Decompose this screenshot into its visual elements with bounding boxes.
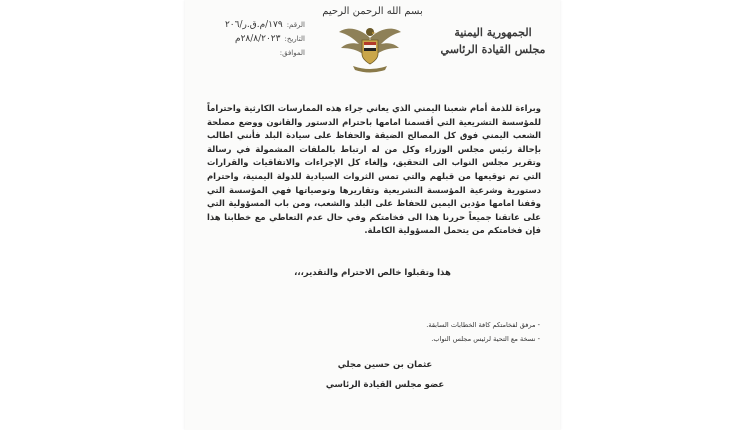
date-value: ٢٨/٨/٢٠٢٣م xyxy=(234,34,281,44)
reference-number-row xyxy=(195,18,305,32)
hijri-row xyxy=(195,46,305,60)
signature-block xyxy=(320,360,450,390)
organization-name xyxy=(438,26,548,56)
date-row xyxy=(195,32,305,46)
letter-body: وبراءة للذمة أمام شعبنا اليمني الذي يعاني جراء هذه الممارسات الكارثية واحتراماً للمؤسسة التشريعية التي أقسمنا امامها باحترام الدستور والقانون ووضع مصلحة الشعب اليمني فوق كل المصالح الضيقة والحفاظ على سيادة البلد فأنني اطالب بإحالة رئيس مجلس الوزراء وكل من له ارتباط بالملفات المشمولة في رسالة وتقرير مجلس النواب الى التحقيق، وإلغاء كل الإجراءات والاتفاقيات والقرارات التي تم توقيعها من قبلهم والتي تمس الثروات السيادية للدولة اليمنية، واحترام دستورية وشرعية المؤسسة التشريعية وتقاريرها وتوصياتها فهي المؤسسة التي وقفنا امامها مؤدين اليمين للحفاظ على البلد والشعب، ومن باب المسؤولية التي على عاتقنا جميعاً حررنا هذا الى فخامتكم وفي حال عدم التعاطي مع خطابنا هذا فإن فخامتكم من يتحمل المسؤولية الكاملة. xyxy=(207,103,541,236)
org-country: الجمهورية اليمنية xyxy=(454,26,532,39)
hijri-label: الموافق: xyxy=(279,49,305,57)
republic-emblem xyxy=(335,18,405,76)
letter-page xyxy=(185,0,560,430)
attachment-item: - نسخة مع التحية لرئيس مجلس النواب. xyxy=(431,335,540,343)
ref-value: ١٧٩/م.ق.ر/٢٠٦ xyxy=(224,20,283,30)
basmala-header: بسم الله الرحمن الرحيم xyxy=(322,6,423,17)
reference-block xyxy=(195,18,305,60)
signatory-title: عضو مجلس القيادة الرئاسي xyxy=(325,380,445,390)
ref-label: الرقم: xyxy=(286,21,305,29)
attachments-list xyxy=(240,318,540,346)
attachment-item: - مرفق لفخامتكم كافة الخطابات السابقة. xyxy=(426,321,540,329)
date-label: التاريخ: xyxy=(284,35,305,43)
closing-line: هذا وتقبلوا خالص الاحترام والتقدير،،، xyxy=(294,268,451,278)
signatory-name: عثمان بن حسين مجلي xyxy=(337,360,433,370)
org-council: مجلس القيادة الرئاسي xyxy=(440,43,546,56)
